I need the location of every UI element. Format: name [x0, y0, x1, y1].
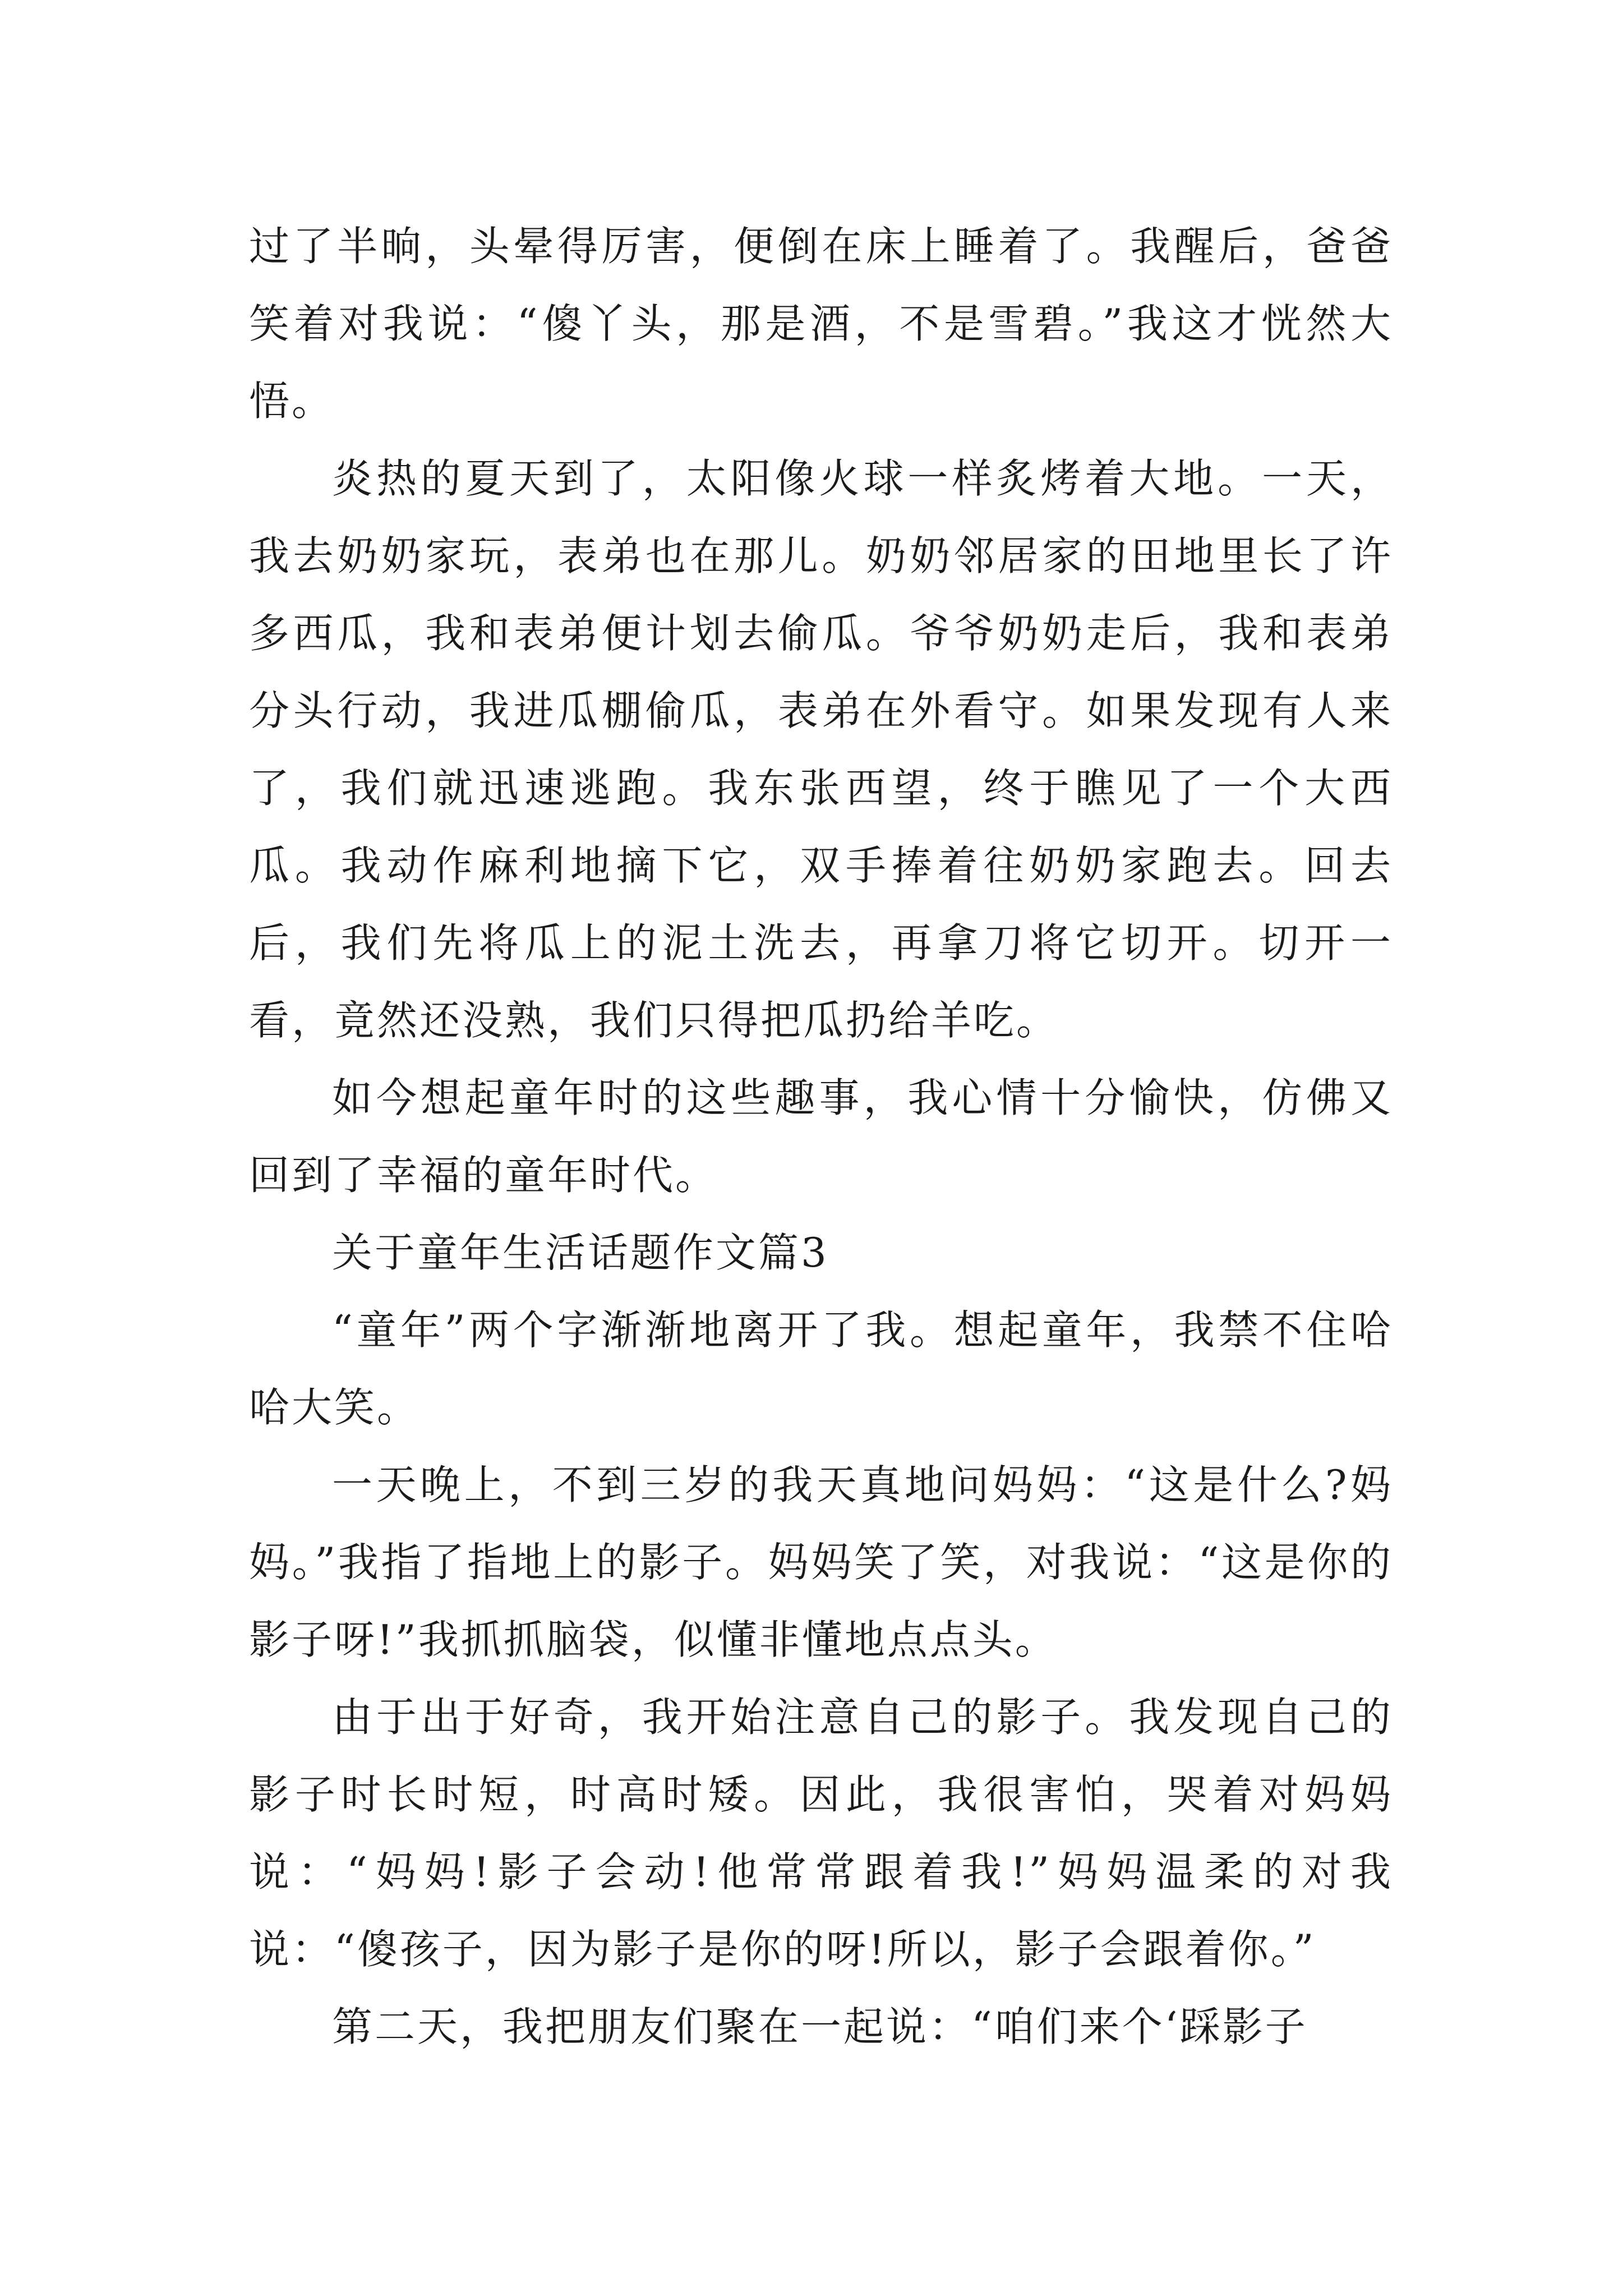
article-body [249, 208, 1393, 2065]
paragraph: 如今想起童年时的这些趣事，我心情十分愉快，仿佛又回到了幸福的童年时代。 [249, 1074, 1393, 1199]
paragraph: “童年”两个字渐渐地离开了我。想起童年，我禁不住哈哈大笑。 [249, 1306, 1393, 1431]
paragraph: 炎热的夏天到了，太阳像火球一样炙烤着大地。一天，我去奶奶家玩，表弟也在那儿。奶奶邻居家的田地里长了许多西瓜，我和表弟便计划去偷瓜。爷爷奶奶走后，我和表弟分头行动，我进瓜棚偷瓜，表弟在外看守。如果发现有人来了，我们就迅速逃跑。我东张西望，终于瞧见了一个大西瓜。我动作麻利地摘下它，双手捧着往奶奶家跑去。回去后，我们先将瓜上的泥土洗去，再拿刀将它切开。切开一看，竟然还没熟，我们只得把瓜扔给羊吃。 [249, 455, 1393, 1044]
section-heading: 关于童年生活话题作文篇3 [332, 1229, 829, 1276]
paragraph: 由于出于好奇，我开始注意自己的影子。我发现自己的影子时长时短，时高时矮。因此，我很害怕，哭着对妈妈说：“妈妈!影子会动!他常常跟着我!”妈妈温柔的对我说：“傻孩子，因为影子是你的呀!所以，影子会跟着你。” [249, 1694, 1393, 1973]
paragraph: 一天晚上，不到三岁的我天真地问妈妈：“这是什么?妈妈。”我指了指地上的影子。妈妈笑了笑，对我说：“这是你的影子呀!”我抓抓脑袋，似懂非懂地点点头。 [249, 1461, 1393, 1663]
paragraph: 第二天，我把朋友们聚在一起说：“咱们来个‘踩影子 [332, 2003, 1308, 2050]
paragraph: 过了半晌，头晕得厉害，便倒在床上睡着了。我醒后，爸爸笑着对我说：“傻丫头，那是酒，不是雪碧。”我这才恍然大悟。 [249, 223, 1393, 425]
